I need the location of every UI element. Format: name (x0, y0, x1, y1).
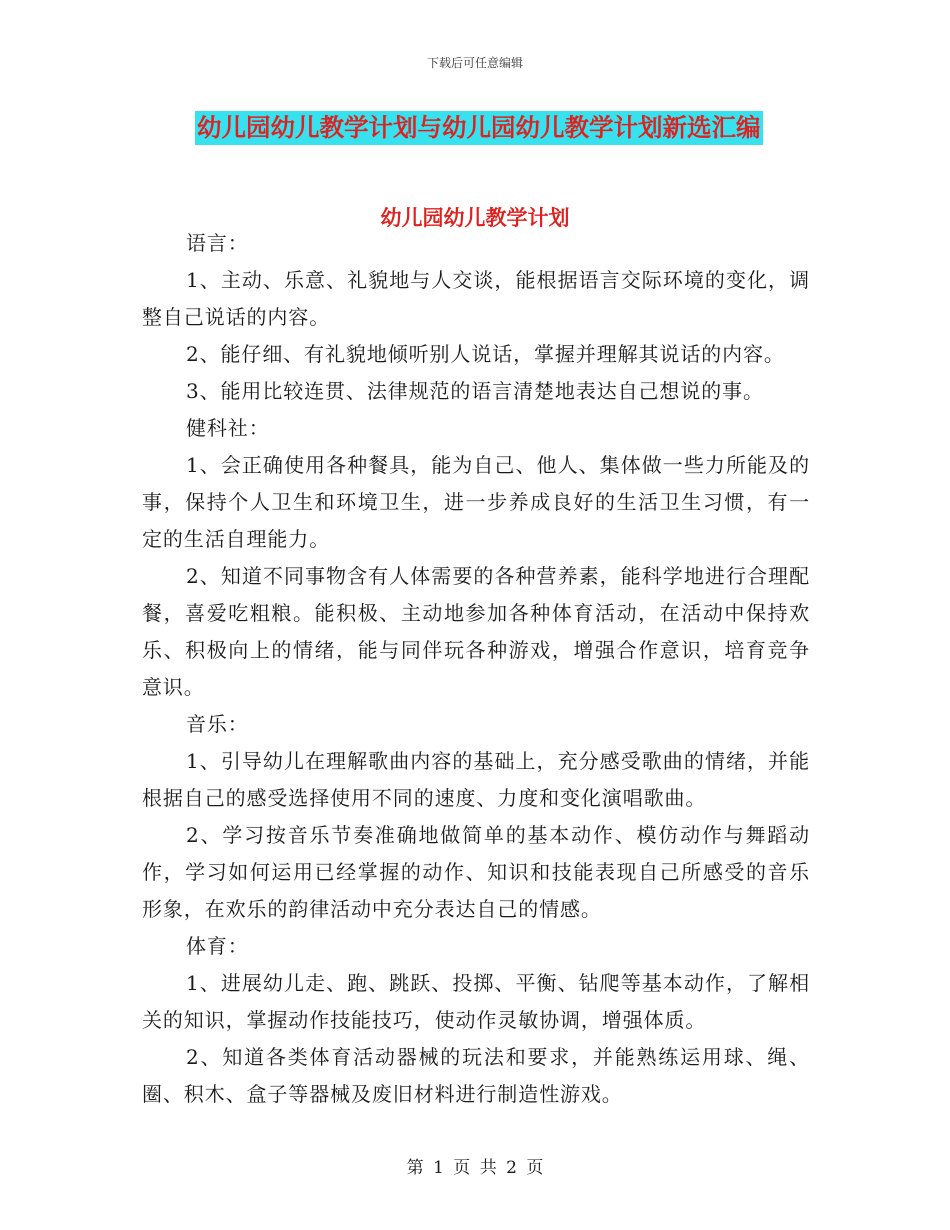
document-title: 幼儿园幼儿教学计划与幼儿园幼儿教学计划新选汇编 (195, 111, 763, 145)
paragraph: 1、进展幼儿走、跑、跳跃、投掷、平衡、钻爬等基本动作，了解相关的知识，掌握动作技能技巧，使动作灵敏协调，增强体质。 (142, 971, 810, 1032)
page-number: 第 1 页 共 2 页 (406, 1158, 544, 1178)
heading-pe: 体育： (186, 934, 249, 958)
paragraph: 2、知道不同事物含有人体需要的各种营养素，能科学地进行合理配餐，喜爱吃粗粮。能积极、主动地参加各种体育活动，在活动中保持欢乐、积极向上的情绪，能与同伴玩各种游戏，增强合作意识，培育竞争意识。 (142, 564, 810, 699)
document-body (142, 225, 810, 1113)
heading-music: 音乐： (186, 712, 249, 736)
section-title: 幼儿园幼儿教学计划 (380, 206, 570, 230)
page-header-note: 下载后可任意编辑 (426, 56, 523, 70)
heading-health-science-society: 健科社： (186, 416, 270, 440)
paragraph: 1、主动、乐意、礼貌地与人交谈，能根据语言交际环境的变化，调整自己说话的内容。 (142, 268, 810, 329)
heading-language: 语言： (186, 231, 249, 255)
paragraph: 3、能用比较连贯、法律规范的语言清楚地表达自己想说的事。 (186, 379, 764, 403)
paragraph: 1、引导幼儿在理解歌曲内容的基础上，充分感受歌曲的情绪，并能根据自己的感受选择使用不同的速度、力度和变化演唱歌曲。 (142, 749, 810, 810)
paragraph: 2、知道各类体育活动器械的玩法和要求，并能熟练运用球、绳、圈、积木、盒子等器械及废旧材料进行制造性游戏。 (142, 1045, 810, 1106)
paragraph: 2、能仔细、有礼貌地倾听别人说话，掌握并理解其说话的内容。 (186, 342, 785, 366)
paragraph: 2、学习按音乐节奏准确地做简单的基本动作、模仿动作与舞蹈动作，学习如何运用已经掌握的动作、知识和技能表现自己所感受的音乐形象，在欢乐的韵律活动中充分表达自己的情感。 (142, 823, 810, 921)
paragraph: 1、会正确使用各种餐具，能为自己、他人、集体做一些力所能及的事，保持个人卫生和环境卫生，进一步养成良好的生活卫生习惯，有一定的生活自理能力。 (142, 453, 810, 551)
